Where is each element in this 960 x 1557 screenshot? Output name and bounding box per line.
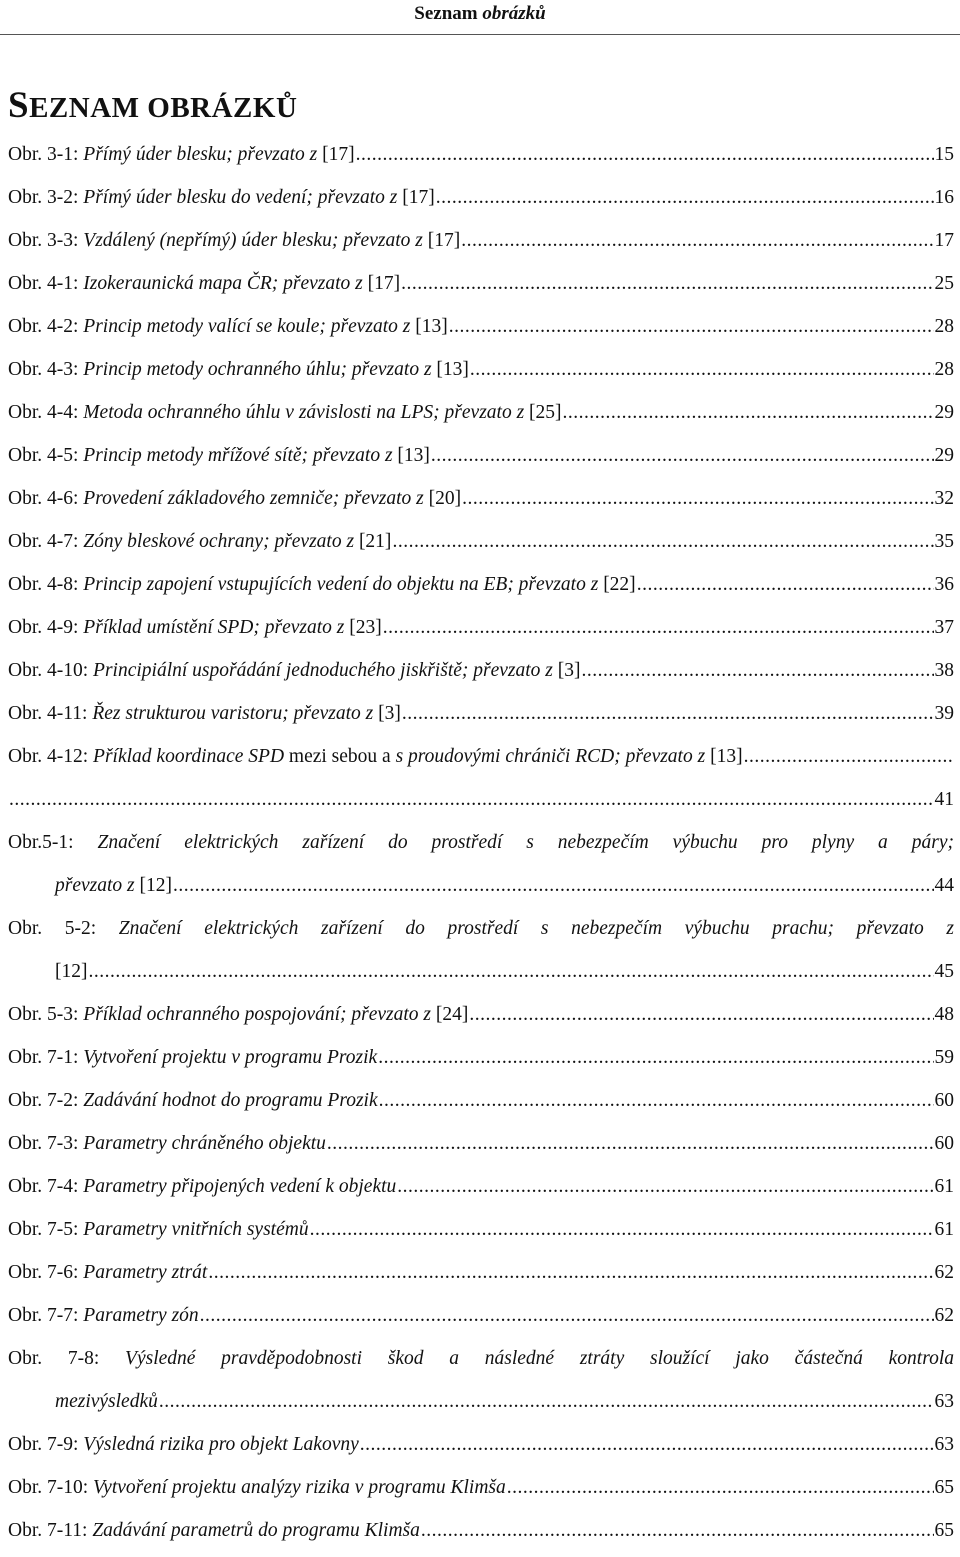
leader-dots (378, 1041, 933, 1075)
toc-entry-caption: Parametry ztrát (83, 1262, 208, 1283)
toc-entry-ref: [17] (402, 187, 435, 208)
toc-entry-ref: [20] (428, 488, 462, 509)
toc-entry-label: Obr. 4-3: (8, 359, 84, 380)
toc-entry[interactable] (8, 439, 954, 482)
toc-entry-page: 29 (934, 402, 954, 423)
toc-entry[interactable] (8, 1084, 954, 1127)
toc-entry-caption: Přímý úder blesku do vedení; převzato z (83, 187, 403, 208)
toc-entry[interactable] (8, 654, 954, 697)
toc-entry-caption: Značení elektrických zařízení do prostředí s nebezpečím výbuchu pro plyny a páry; (97, 832, 954, 853)
toc-entry-ref: [13] (710, 746, 743, 767)
toc-entry-caption: Výsledná rizika pro objekt Lakovny (83, 1434, 359, 1455)
toc-entry-page: 44 (934, 875, 954, 896)
leader-dots (9, 783, 934, 817)
toc-entry-label: Obr. 7-7: (8, 1305, 84, 1326)
toc-entry-caption-cont: převzato z (55, 875, 140, 896)
toc-entry-ref: [13] (436, 359, 469, 380)
toc-entry-caption: Principiální uspořádání jednoduchého jiskřiště; převzato z (93, 660, 558, 681)
toc-entry[interactable] (8, 697, 954, 740)
toc-entry-label: Obr. 4-11: (8, 703, 93, 724)
leader-dots (582, 654, 934, 688)
toc-entry-label: Obr. 5-2: (8, 918, 119, 939)
toc-entry[interactable] (8, 611, 954, 654)
toc-entry-ref: [3] (378, 703, 401, 724)
toc-entry-ref: [17] (322, 144, 355, 165)
toc-entry-page: 60 (934, 1133, 954, 1154)
toc-entry-page: 38 (934, 660, 954, 681)
toc-entry[interactable] (8, 224, 954, 267)
toc-entry-page: 28 (934, 316, 954, 337)
page-title (8, 84, 297, 130)
toc-entry-caption: Princip metody ochranného úhlu; převzato z (83, 359, 437, 380)
toc-entry-page: 60 (934, 1090, 954, 1111)
leader-dots (744, 740, 953, 774)
toc-entry-label: Obr. 7-4: (8, 1176, 84, 1197)
toc-entry-label: Obr. 4-6: (8, 488, 84, 509)
toc-entry[interactable] (8, 310, 954, 353)
toc-entry-ref: [12] (139, 875, 172, 896)
leader-dots (402, 697, 934, 731)
leader-dots (469, 998, 933, 1032)
toc-entry-caption-mid: mezi sebou a (284, 746, 396, 767)
toc-entry-label: Obr. 4-7: (8, 531, 84, 552)
toc-entry-ref: [21] (358, 531, 392, 552)
toc-entry-label: Obr. 4-2: (8, 316, 84, 337)
toc-entry-label: Obr. 4-10: (8, 660, 94, 681)
toc-entry-label: Obr. 4-12: (8, 746, 94, 767)
toc-entry-ref: [23] (349, 617, 382, 638)
toc-entry[interactable] (8, 998, 954, 1041)
toc-entry-page: 39 (934, 703, 954, 724)
leader-dots (173, 869, 934, 903)
toc-entry[interactable] (8, 1127, 954, 1170)
toc-entry-5-2[interactable] (8, 912, 954, 998)
toc-entry[interactable] (8, 138, 954, 181)
toc-entry-caption-cont: mezivýsledků (55, 1391, 158, 1412)
toc-entry-caption: Parametry chráněného objektu (83, 1133, 326, 1154)
leader-dots (89, 955, 934, 989)
leader-dots (327, 1127, 934, 1161)
toc-entry-caption: Metoda ochranného úhlu v závislosti na LPS; převzato z (83, 402, 530, 423)
toc-entry-label: Obr.5-1: (8, 832, 98, 853)
toc-entry[interactable] (8, 1213, 954, 1256)
toc-entry-page: 61 (934, 1176, 954, 1197)
toc-entry-4-12[interactable] (8, 740, 954, 826)
toc-entry-caption: Značení elektrických zařízení do prostředí s nebezpečím výbuchu prachu; převzato z (118, 918, 954, 939)
toc-entry-page: 45 (934, 961, 954, 982)
toc-entry-page: 41 (934, 789, 954, 810)
page-title-initial: S (8, 85, 30, 126)
toc-entry-caption: Provedení základového zemniče; převzato z (83, 488, 429, 509)
toc-entry[interactable] (8, 267, 954, 310)
toc-entry-caption: Vzdálený (nepřímý) úder blesku; převzato z (83, 230, 428, 251)
toc-entry-caption: Řez strukturou varistoru; převzato z (92, 703, 379, 724)
leader-dots (431, 439, 934, 473)
toc-entry-label: Obr. 7-10: (8, 1477, 94, 1498)
toc-entry-caption: Výsledné pravděpodobnosti škod a následné ztráty sloužící jako částečná kontrola (125, 1348, 954, 1369)
running-header (0, 0, 960, 35)
toc-entry-label: Obr. 4-1: (8, 273, 84, 294)
toc-entry[interactable] (8, 525, 954, 568)
toc-entry-label: Obr. 7-5: (8, 1219, 84, 1240)
toc-entry-caption: Vytvoření projektu analýzy rizika v programu Klimša (93, 1477, 506, 1498)
toc-entry-page: 17 (934, 230, 954, 251)
toc-entry-label: Obr. 4-8: (8, 574, 84, 595)
leader-dots (397, 1170, 933, 1204)
toc-entry-ref: [12] (55, 961, 88, 982)
toc-entry-page: 65 (934, 1520, 954, 1541)
toc-entry-caption: Přímý úder blesku; převzato z (83, 144, 323, 165)
toc-entry-caption: Parametry připojených vedení k objektu (83, 1176, 397, 1197)
toc-entry-page: 35 (934, 531, 954, 552)
toc-entry-page: 65 (934, 1477, 954, 1498)
toc-entry-label: Obr. 5-3: (8, 1004, 84, 1025)
list-of-figures (8, 138, 954, 1557)
toc-entry-ref: [3] (557, 660, 581, 681)
leader-dots (470, 353, 934, 387)
toc-entry-label: Obr. 4-4: (8, 402, 84, 423)
toc-entry[interactable] (8, 482, 954, 525)
leader-dots (462, 482, 933, 516)
leader-dots (449, 310, 934, 344)
toc-entry-ref: [13] (397, 445, 430, 466)
toc-entry-page: 36 (934, 574, 954, 595)
toc-entry-page: 61 (934, 1219, 954, 1240)
running-header-italic: obrázků (482, 3, 546, 24)
toc-entry-page: 16 (934, 187, 954, 208)
leader-dots (360, 1428, 934, 1462)
toc-entry[interactable] (8, 1256, 954, 1299)
toc-entry-page: 63 (934, 1434, 954, 1455)
toc-entry-5-1[interactable] (8, 826, 954, 912)
toc-entry-label: Obr. 3-1: (8, 144, 84, 165)
toc-entry-page: 15 (934, 144, 954, 165)
toc-entry[interactable] (8, 1471, 954, 1514)
toc-entry-ref: [13] (415, 316, 448, 337)
toc-entry-ref: [24] (435, 1004, 469, 1025)
toc-entry-label: Obr. 7-2: (8, 1090, 84, 1111)
page-title-rest: EZNAM OBRÁZKŮ (29, 92, 298, 124)
toc-entry-label: Obr. 7-1: (8, 1047, 84, 1068)
toc-entry-page: 28 (934, 359, 954, 380)
running-header-text: Seznam (414, 3, 483, 24)
toc-entry-caption: Vytvoření projektu v programu Prozik (83, 1047, 378, 1068)
toc-entry-page: 59 (934, 1047, 954, 1068)
leader-dots (200, 1299, 934, 1333)
toc-entry[interactable] (8, 568, 954, 611)
toc-entry-caption-2: s proudovými chrániči RCD; převzato z (395, 746, 711, 767)
leader-dots (421, 1514, 934, 1548)
toc-entry-caption: Zadávání parametrů do programu Klimša (92, 1520, 420, 1541)
leader-dots (563, 396, 934, 430)
leader-dots (436, 181, 934, 215)
toc-entry-ref: [17] (367, 273, 401, 294)
toc-entry-ref: [25] (529, 402, 562, 423)
toc-entry-caption: Zadávání hodnot do programu Prozik (83, 1090, 378, 1111)
toc-entry-caption: Princip metody valící se koule; převzato z (83, 316, 416, 337)
toc-entry[interactable] (8, 1428, 954, 1471)
toc-entry-label: Obr. 7-11: (8, 1520, 93, 1541)
leader-dots (401, 267, 933, 301)
toc-entry-label: Obr. 4-9: (8, 617, 84, 638)
toc-entry-caption: Příklad ochranného pospojování; převzato z (83, 1004, 436, 1025)
toc-entry-caption: Parametry zón (83, 1305, 199, 1326)
leader-dots (461, 224, 933, 258)
toc-entry-page: 37 (934, 617, 954, 638)
toc-entry-page: 62 (934, 1262, 954, 1283)
toc-entry-ref: [22] (603, 574, 636, 595)
toc-entry-label: Obr. 3-3: (8, 230, 84, 251)
toc-entry-page: 63 (934, 1391, 954, 1412)
toc-entry-page: 29 (934, 445, 954, 466)
toc-entry-7-8[interactable] (8, 1342, 954, 1428)
toc-entry-label: Obr. 7-3: (8, 1133, 84, 1154)
leader-dots (356, 138, 934, 172)
toc-entry-label: Obr. 7-8: (8, 1348, 126, 1369)
toc-entry-caption: Příklad koordinace SPD (93, 746, 285, 767)
toc-entry-caption: Izokeraunická mapa ČR; převzato z (83, 273, 368, 294)
toc-entry-page: 32 (934, 488, 954, 509)
toc-entry-caption: Příklad umístění SPD; převzato z (83, 617, 350, 638)
toc-entry[interactable] (8, 1041, 954, 1084)
toc-entry-label: Obr. 4-5: (8, 445, 84, 466)
leader-dots (637, 568, 934, 602)
leader-dots (507, 1471, 934, 1505)
toc-entry[interactable] (8, 353, 954, 396)
toc-entry-label: Obr. 7-9: (8, 1434, 84, 1455)
leader-dots (379, 1084, 934, 1118)
leader-dots (208, 1256, 933, 1290)
toc-entry-ref: [17] (427, 230, 461, 251)
leader-dots (383, 611, 934, 645)
leader-dots (159, 1385, 934, 1419)
leader-dots (310, 1213, 934, 1247)
toc-entry-caption: Zóny bleskové ochrany; převzato z (83, 531, 359, 552)
leader-dots (392, 525, 933, 559)
toc-entry-caption: Parametry vnitřních systémů (83, 1219, 309, 1240)
toc-entry-page: 48 (934, 1004, 954, 1025)
toc-entry-label: Obr. 7-6: (8, 1262, 84, 1283)
toc-entry-page: 62 (934, 1305, 954, 1326)
toc-entry[interactable] (8, 181, 954, 224)
toc-entry-label: Obr. 3-2: (8, 187, 84, 208)
toc-entry-caption: Princip metody mřížové sítě; převzato z (83, 445, 398, 466)
toc-entry[interactable] (8, 1299, 954, 1342)
toc-entry[interactable] (8, 1170, 954, 1213)
toc-entry-caption: Princip zapojení vstupujících vedení do objektu na EB; převzato z (83, 574, 604, 595)
toc-entry-page: 25 (934, 273, 954, 294)
toc-entry[interactable] (8, 1514, 954, 1557)
toc-entry[interactable] (8, 396, 954, 439)
